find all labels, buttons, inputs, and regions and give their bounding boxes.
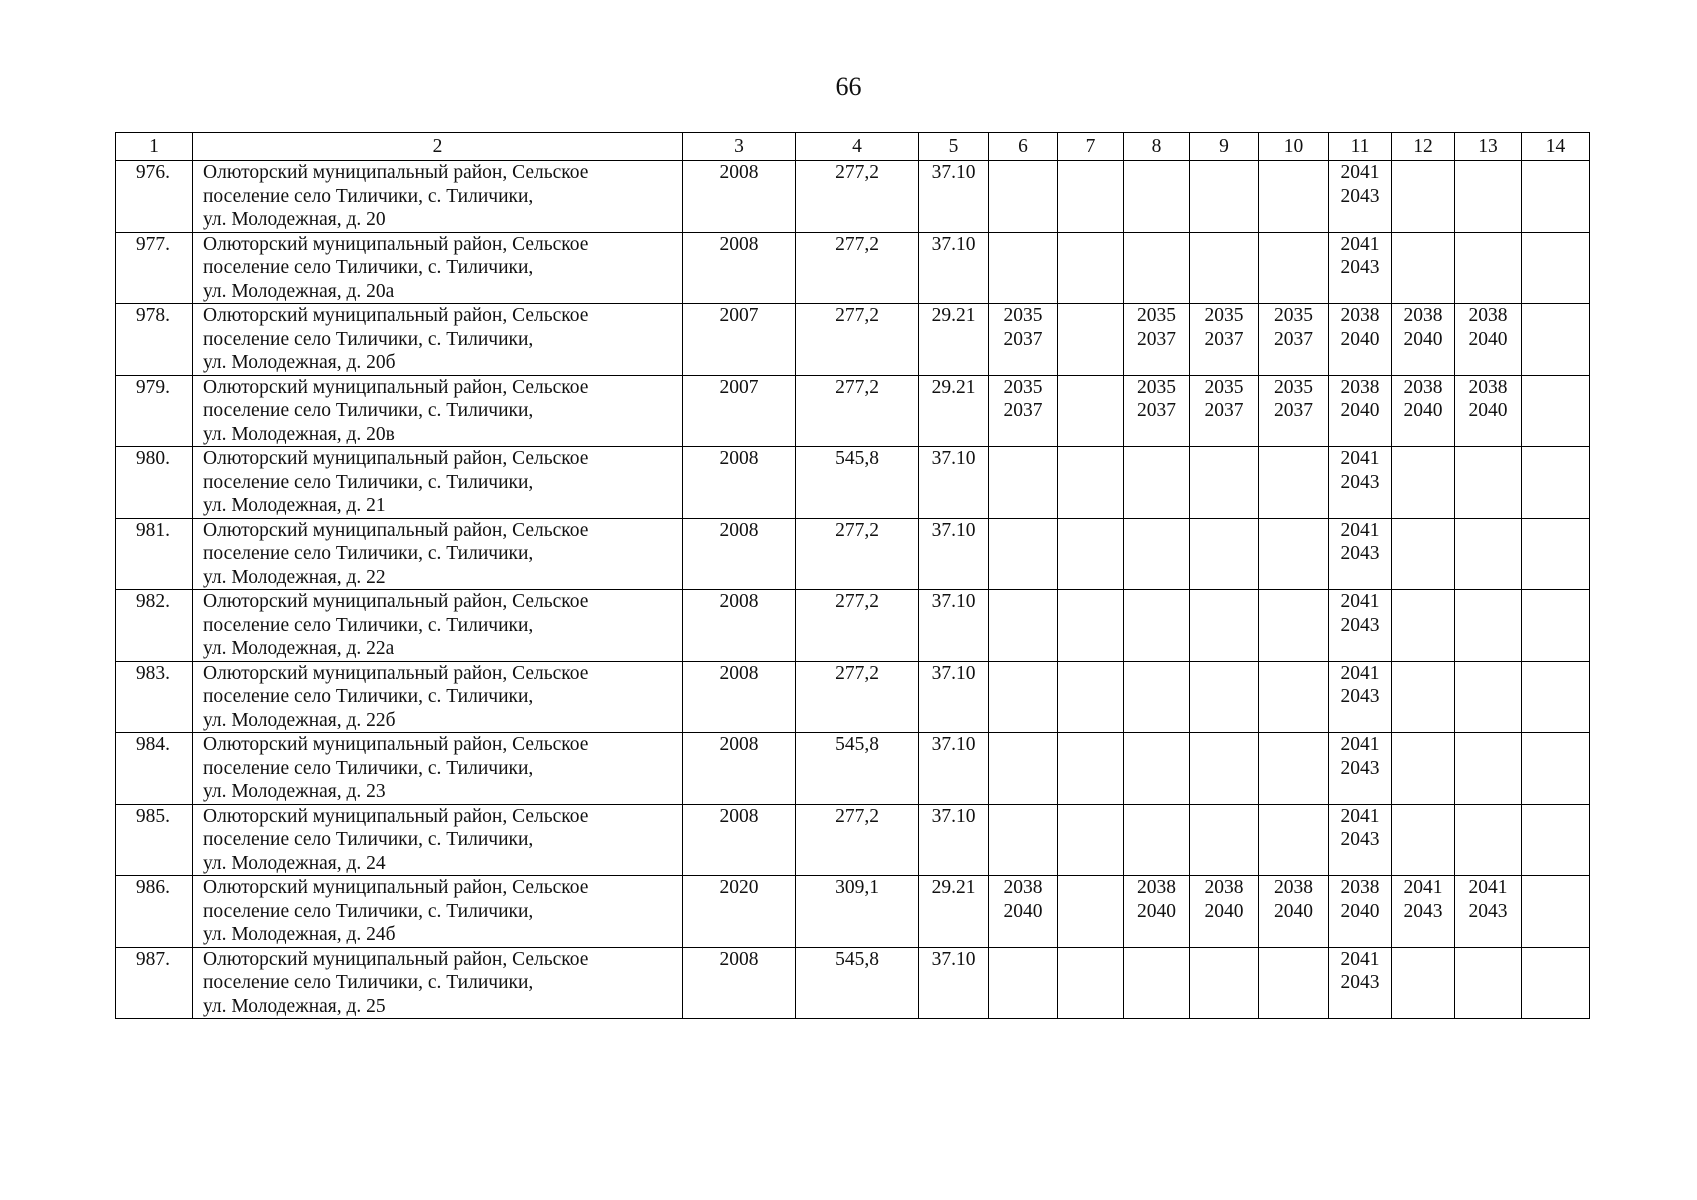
period-cell-14 (1522, 161, 1590, 233)
address-line: поселение село Тиличики, с. Тиличики, (203, 328, 534, 350)
period-cell-10 (1259, 876, 1329, 948)
address-line: поселение село Тиличики, с. Тиличики, (203, 257, 534, 278)
period-end: 2037 (1003, 328, 1043, 350)
period-cell-10 (1259, 661, 1329, 733)
period-cell-9 (1190, 304, 1259, 376)
year-built-cell: 2007 (683, 304, 796, 376)
address-line: Олюторский муниципальный район, Сельское (203, 519, 589, 541)
address-cell (193, 232, 683, 304)
address-line: Олюторский муниципальный район, Сельское (203, 877, 589, 898)
area-cell: 545,8 (796, 447, 919, 519)
column-header-4: 4 (796, 133, 919, 161)
period-end: 2040 (1340, 900, 1380, 922)
address-line: ул. Молодежная, д. 24 (203, 852, 386, 874)
wear-cell: 37.10 (919, 733, 989, 805)
column-header-3: 3 (683, 133, 796, 161)
wear-cell: 37.10 (919, 518, 989, 590)
row-number: 982. (116, 590, 193, 662)
table-row (116, 232, 1590, 304)
period-cell-7 (1058, 304, 1124, 376)
period-cell-10 (1259, 947, 1329, 1019)
period-start: 2038 (1468, 376, 1508, 398)
period-cell-6 (989, 733, 1058, 805)
period-cell-7 (1058, 733, 1124, 805)
period-end: 2043 (1340, 257, 1380, 278)
period-end: 2040 (1468, 328, 1508, 350)
column-header-5: 5 (919, 133, 989, 161)
year-built-cell: 2008 (683, 447, 796, 519)
period-cell-6 (989, 375, 1058, 447)
row-number: 979. (116, 375, 193, 447)
area-cell: 277,2 (796, 590, 919, 662)
period-cell-11 (1329, 161, 1392, 233)
period-cell-13 (1455, 232, 1522, 304)
period-cell-9 (1190, 518, 1259, 590)
row-number: 984. (116, 733, 193, 805)
period-cell-12 (1392, 375, 1455, 447)
period-cell-8 (1124, 590, 1190, 662)
address-line: поселение село Тиличики, с. Тиличики, (203, 543, 534, 564)
period-cell-7 (1058, 661, 1124, 733)
area-cell: 277,2 (796, 661, 919, 733)
address-cell (193, 947, 683, 1019)
period-end: 2043 (1468, 900, 1508, 922)
row-number: 987. (116, 947, 193, 1019)
period-start: 2041 (1340, 448, 1380, 469)
period-cell-7 (1058, 447, 1124, 519)
period-cell-8 (1124, 304, 1190, 376)
period-start: 2041 (1340, 734, 1380, 755)
address-cell (193, 876, 683, 948)
period-start: 2041 (1340, 948, 1380, 970)
period-cell-6 (989, 876, 1058, 948)
period-start: 2035 (1137, 376, 1176, 398)
period-end: 2043 (1403, 900, 1443, 922)
period-cell-8 (1124, 447, 1190, 519)
registry-table (115, 132, 1590, 1019)
address-cell (193, 447, 683, 519)
address-line: Олюторский муниципальный район, Сельское (203, 805, 589, 827)
period-cell-10 (1259, 161, 1329, 233)
period-end: 2040 (1340, 400, 1380, 421)
period-end: 2040 (1403, 400, 1443, 421)
period-cell-12 (1392, 447, 1455, 519)
period-cell-13 (1455, 447, 1522, 519)
period-cell-8 (1124, 518, 1190, 590)
address-line: ул. Молодежная, д. 25 (203, 995, 386, 1017)
period-start: 2038 (1468, 305, 1508, 326)
period-start: 2038 (1137, 877, 1176, 898)
period-cell-12 (1392, 304, 1455, 376)
period-cell-9 (1190, 447, 1259, 519)
area-cell: 277,2 (796, 518, 919, 590)
period-cell-13 (1455, 518, 1522, 590)
year-built-cell: 2008 (683, 518, 796, 590)
period-cell-11 (1329, 375, 1392, 447)
period-cell-11 (1329, 947, 1392, 1019)
year-built-cell: 2008 (683, 947, 796, 1019)
period-end: 2043 (1340, 614, 1380, 636)
wear-cell: 29.21 (919, 876, 989, 948)
period-cell-8 (1124, 232, 1190, 304)
period-end: 2037 (1204, 400, 1244, 421)
column-header-12: 12 (1392, 133, 1455, 161)
period-cell-7 (1058, 804, 1124, 876)
area-cell: 309,1 (796, 876, 919, 948)
period-start: 2038 (1340, 376, 1380, 398)
address-line: ул. Молодежная, д. 20в (203, 423, 395, 445)
period-cell-8 (1124, 161, 1190, 233)
period-end: 2040 (1468, 400, 1508, 421)
period-cell-8 (1124, 947, 1190, 1019)
period-cell-14 (1522, 733, 1590, 805)
column-header-8: 8 (1124, 133, 1190, 161)
period-start: 2035 (1274, 305, 1313, 326)
wear-cell: 37.10 (919, 590, 989, 662)
period-cell-12 (1392, 947, 1455, 1019)
year-built-cell: 2008 (683, 661, 796, 733)
column-header-6: 6 (989, 133, 1058, 161)
year-built-cell: 2008 (683, 590, 796, 662)
period-start: 2038 (1340, 305, 1380, 326)
address-line: ул. Молодежная, д. 24б (203, 924, 396, 945)
period-cell-13 (1455, 661, 1522, 733)
period-cell-10 (1259, 232, 1329, 304)
column-header-10: 10 (1259, 133, 1329, 161)
address-line: Олюторский муниципальный район, Сельское (203, 948, 589, 970)
period-cell-13 (1455, 590, 1522, 662)
address-line: поселение село Тиличики, с. Тиличики, (203, 757, 534, 779)
period-end: 2040 (1274, 900, 1313, 922)
address-line: ул. Молодежная, д. 23 (203, 781, 386, 802)
period-cell-10 (1259, 375, 1329, 447)
year-built-cell: 2007 (683, 375, 796, 447)
period-cell-7 (1058, 161, 1124, 233)
period-cell-6 (989, 804, 1058, 876)
address-cell (193, 518, 683, 590)
period-cell-14 (1522, 375, 1590, 447)
period-end: 2043 (1340, 757, 1380, 779)
table-row (116, 661, 1590, 733)
column-header-2: 2 (193, 133, 683, 161)
address-line: ул. Молодежная, д. 22а (203, 638, 395, 659)
period-cell-9 (1190, 232, 1259, 304)
column-header-1: 1 (116, 133, 193, 161)
period-end: 2040 (1340, 328, 1380, 350)
area-cell: 545,8 (796, 733, 919, 805)
period-cell-10 (1259, 590, 1329, 662)
wear-cell: 29.21 (919, 375, 989, 447)
period-end: 2040 (1204, 900, 1244, 922)
period-cell-12 (1392, 590, 1455, 662)
period-cell-11 (1329, 661, 1392, 733)
address-line: Олюторский муниципальный район, Сельское (203, 734, 589, 755)
period-end: 2043 (1340, 543, 1380, 564)
address-line: Олюторский муниципальный район, Сельское (203, 591, 589, 612)
period-cell-12 (1392, 518, 1455, 590)
period-cell-7 (1058, 590, 1124, 662)
address-cell (193, 161, 683, 233)
address-cell (193, 661, 683, 733)
row-number: 983. (116, 661, 193, 733)
address-line: ул. Молодежная, д. 20 (203, 209, 386, 230)
address-line: поселение село Тиличики, с. Тиличики, (203, 614, 534, 636)
period-cell-8 (1124, 804, 1190, 876)
period-cell-11 (1329, 804, 1392, 876)
address-cell (193, 733, 683, 805)
area-cell: 277,2 (796, 161, 919, 233)
period-cell-8 (1124, 876, 1190, 948)
table-header-row (116, 133, 1590, 161)
period-start: 2038 (1204, 877, 1244, 898)
period-start: 2035 (1137, 305, 1176, 326)
period-start: 2041 (1340, 162, 1380, 183)
period-cell-7 (1058, 947, 1124, 1019)
period-start: 2035 (1204, 305, 1244, 326)
table-row (116, 447, 1590, 519)
period-cell-9 (1190, 161, 1259, 233)
period-cell-10 (1259, 733, 1329, 805)
period-cell-7 (1058, 232, 1124, 304)
address-line: поселение село Тиличики, с. Тиличики, (203, 900, 534, 922)
year-built-cell: 2008 (683, 232, 796, 304)
period-start: 2035 (1003, 305, 1043, 326)
address-line: Олюторский муниципальный район, Сельское (203, 662, 589, 684)
period-cell-12 (1392, 161, 1455, 233)
period-cell-6 (989, 590, 1058, 662)
period-cell-13 (1455, 375, 1522, 447)
period-cell-9 (1190, 804, 1259, 876)
period-cell-14 (1522, 304, 1590, 376)
wear-cell: 37.10 (919, 804, 989, 876)
period-cell-9 (1190, 733, 1259, 805)
period-start: 2035 (1274, 376, 1313, 398)
row-number: 976. (116, 161, 193, 233)
period-end: 2037 (1274, 400, 1313, 421)
row-number: 980. (116, 447, 193, 519)
period-cell-12 (1392, 661, 1455, 733)
address-line: ул. Молодежная, д. 20а (203, 280, 395, 302)
period-cell-11 (1329, 876, 1392, 948)
period-cell-8 (1124, 375, 1190, 447)
address-line: поселение село Тиличики, с. Тиличики, (203, 185, 534, 207)
address-line: ул. Молодежная, д. 22б (203, 709, 396, 731)
wear-cell: 29.21 (919, 304, 989, 376)
period-cell-12 (1392, 232, 1455, 304)
period-cell-12 (1392, 804, 1455, 876)
period-cell-14 (1522, 518, 1590, 590)
period-cell-14 (1522, 876, 1590, 948)
period-end: 2037 (1204, 328, 1244, 350)
table-row (116, 304, 1590, 376)
period-start: 2041 (1468, 877, 1508, 898)
period-cell-11 (1329, 232, 1392, 304)
period-cell-6 (989, 661, 1058, 733)
period-cell-13 (1455, 304, 1522, 376)
address-line: поселение село Тиличики, с. Тиличики, (203, 972, 534, 993)
period-end: 2037 (1137, 400, 1176, 421)
area-cell: 277,2 (796, 804, 919, 876)
area-cell: 277,2 (796, 232, 919, 304)
address-line: ул. Молодежная, д. 20б (203, 352, 396, 373)
period-cell-14 (1522, 232, 1590, 304)
table-row (116, 590, 1590, 662)
period-end: 2043 (1340, 972, 1380, 993)
area-cell: 545,8 (796, 947, 919, 1019)
address-cell (193, 804, 683, 876)
address-line: Олюторский муниципальный район, Сельское (203, 162, 589, 183)
table-row (116, 161, 1590, 233)
row-number: 977. (116, 232, 193, 304)
address-cell (193, 304, 683, 376)
period-end: 2037 (1003, 400, 1043, 421)
period-cell-6 (989, 518, 1058, 590)
period-end: 2040 (1003, 900, 1043, 922)
period-end: 2037 (1274, 328, 1313, 350)
period-cell-13 (1455, 804, 1522, 876)
period-cell-9 (1190, 947, 1259, 1019)
period-start: 2035 (1003, 376, 1043, 398)
column-header-14: 14 (1522, 133, 1590, 161)
row-number: 986. (116, 876, 193, 948)
table-row (116, 375, 1590, 447)
period-cell-8 (1124, 661, 1190, 733)
period-cell-11 (1329, 447, 1392, 519)
period-start: 2038 (1403, 376, 1443, 398)
period-cell-9 (1190, 375, 1259, 447)
address-line: ул. Молодежная, д. 21 (203, 495, 386, 516)
row-number: 978. (116, 304, 193, 376)
period-cell-10 (1259, 804, 1329, 876)
period-cell-14 (1522, 447, 1590, 519)
period-cell-14 (1522, 661, 1590, 733)
period-cell-12 (1392, 876, 1455, 948)
wear-cell: 37.10 (919, 661, 989, 733)
period-cell-11 (1329, 733, 1392, 805)
address-line: поселение село Тиличики, с. Тиличики, (203, 471, 534, 493)
period-cell-14 (1522, 947, 1590, 1019)
period-end: 2043 (1340, 185, 1380, 207)
table-row (116, 518, 1590, 590)
year-built-cell: 2008 (683, 733, 796, 805)
period-start: 2041 (1340, 662, 1380, 684)
period-cell-13 (1455, 947, 1522, 1019)
period-start: 2038 (1340, 877, 1380, 898)
address-line: поселение село Тиличики, с. Тиличики, (203, 829, 534, 850)
area-cell: 277,2 (796, 375, 919, 447)
period-end: 2040 (1137, 900, 1176, 922)
period-cell-6 (989, 161, 1058, 233)
area-cell: 277,2 (796, 304, 919, 376)
period-cell-7 (1058, 876, 1124, 948)
period-start: 2041 (1340, 591, 1380, 612)
period-start: 2035 (1204, 376, 1244, 398)
table-row (116, 876, 1590, 948)
address-cell (193, 590, 683, 662)
period-end: 2040 (1403, 328, 1443, 350)
address-line: Олюторский муниципальный район, Сельское (203, 305, 589, 326)
address-cell (193, 375, 683, 447)
period-end: 2037 (1137, 328, 1176, 350)
period-cell-9 (1190, 876, 1259, 948)
address-line: Олюторский муниципальный район, Сельское (203, 233, 589, 255)
period-cell-13 (1455, 161, 1522, 233)
year-built-cell: 2020 (683, 876, 796, 948)
period-cell-6 (989, 947, 1058, 1019)
table-row (116, 733, 1590, 805)
wear-cell: 37.10 (919, 447, 989, 519)
address-line: Олюторский муниципальный район, Сельское (203, 448, 589, 469)
period-cell-9 (1190, 590, 1259, 662)
period-cell-14 (1522, 804, 1590, 876)
period-cell-11 (1329, 590, 1392, 662)
period-cell-6 (989, 304, 1058, 376)
wear-cell: 37.10 (919, 232, 989, 304)
period-start: 2038 (1403, 305, 1443, 326)
column-header-13: 13 (1455, 133, 1522, 161)
period-cell-11 (1329, 304, 1392, 376)
table-row (116, 804, 1590, 876)
address-line: поселение село Тиличики, с. Тиличики, (203, 400, 534, 421)
year-built-cell: 2008 (683, 804, 796, 876)
table-row (116, 947, 1590, 1019)
period-cell-10 (1259, 304, 1329, 376)
period-cell-10 (1259, 518, 1329, 590)
period-cell-12 (1392, 733, 1455, 805)
column-header-7: 7 (1058, 133, 1124, 161)
address-line: ул. Молодежная, д. 22 (203, 566, 386, 588)
period-start: 2041 (1340, 519, 1380, 541)
period-start: 2041 (1403, 877, 1443, 898)
period-cell-9 (1190, 661, 1259, 733)
period-cell-6 (989, 447, 1058, 519)
row-number: 985. (116, 804, 193, 876)
page-number: 66 (835, 72, 862, 101)
column-header-11: 11 (1329, 133, 1392, 161)
period-start: 2041 (1340, 805, 1380, 827)
period-cell-10 (1259, 447, 1329, 519)
address-line: поселение село Тиличики, с. Тиличики, (203, 686, 534, 707)
period-cell-8 (1124, 733, 1190, 805)
period-start: 2038 (1274, 877, 1313, 898)
year-built-cell: 2008 (683, 161, 796, 233)
wear-cell: 37.10 (919, 947, 989, 1019)
period-cell-13 (1455, 733, 1522, 805)
period-end: 2043 (1340, 829, 1380, 850)
period-cell-7 (1058, 518, 1124, 590)
period-end: 2043 (1340, 686, 1380, 707)
period-start: 2038 (1003, 877, 1043, 898)
period-end: 2043 (1340, 471, 1380, 493)
column-header-9: 9 (1190, 133, 1259, 161)
row-number: 981. (116, 518, 193, 590)
address-line: Олюторский муниципальный район, Сельское (203, 376, 589, 398)
period-start: 2041 (1340, 233, 1380, 255)
period-cell-6 (989, 232, 1058, 304)
period-cell-13 (1455, 876, 1522, 948)
period-cell-11 (1329, 518, 1392, 590)
wear-cell: 37.10 (919, 161, 989, 233)
period-cell-7 (1058, 375, 1124, 447)
period-cell-14 (1522, 590, 1590, 662)
